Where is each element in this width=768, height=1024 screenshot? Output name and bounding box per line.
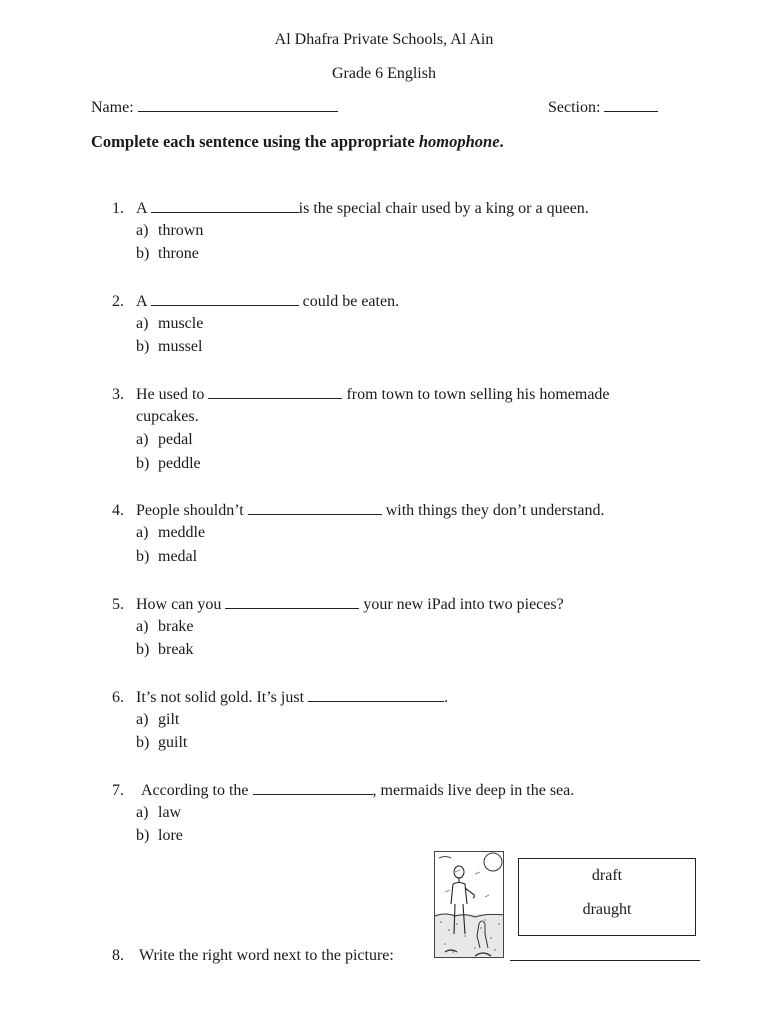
option-label: b) — [136, 641, 150, 658]
option-label: a) — [136, 804, 149, 821]
name-label: Name: — [91, 99, 134, 116]
question-3-continuation: cupcakes. — [136, 408, 199, 425]
option-label: b) — [136, 548, 150, 565]
option-b[interactable] — [136, 733, 187, 753]
question-text-after: , mermaids live deep in the sea. — [372, 782, 575, 799]
question-number: 8. — [112, 947, 124, 964]
instruction-end: . — [499, 132, 504, 151]
name-blank[interactable] — [138, 97, 338, 112]
section-label: Section: — [548, 99, 601, 116]
option-label: b) — [136, 734, 150, 751]
option-a[interactable] — [136, 221, 203, 241]
option-b[interactable] — [136, 454, 201, 474]
instruction-emphasis: homophone — [418, 132, 500, 151]
question-number: 1. — [112, 200, 124, 217]
instructions — [91, 132, 504, 152]
question-5 — [112, 594, 564, 615]
question-8-answer[interactable] — [510, 946, 700, 967]
option-a[interactable] — [136, 803, 181, 823]
name-field[interactable] — [91, 97, 338, 118]
option-a[interactable] — [136, 523, 205, 543]
option-b[interactable] — [136, 826, 183, 846]
question-text-before: It’s not solid gold. It’s just — [136, 689, 309, 706]
option-label: a) — [136, 431, 149, 448]
option-text: peddle — [158, 455, 201, 472]
option-label: a) — [136, 524, 149, 541]
option-a[interactable] — [136, 430, 193, 450]
option-b[interactable] — [136, 244, 199, 264]
question-number: 2. — [112, 293, 124, 310]
option-text: gilt — [158, 711, 180, 728]
answer-blank[interactable] — [151, 291, 299, 306]
question-text-before: A — [136, 293, 151, 310]
question-4 — [112, 500, 605, 521]
option-b[interactable] — [136, 337, 202, 357]
question-text-before: A — [136, 200, 151, 217]
option-label: a) — [136, 315, 149, 332]
question-text-after: is the special chair used by a king or a queen. — [298, 200, 589, 217]
option-text: throne — [158, 245, 199, 262]
subject-title: Grade 6 English — [332, 65, 436, 82]
school-title: Al Dhafra Private Schools, Al Ain — [274, 31, 494, 48]
option-text: break — [158, 641, 194, 658]
question-text-after: from town to town selling his homemade — [342, 386, 610, 403]
question-text-after: with things they don’t understand. — [381, 502, 605, 519]
option-text: law — [158, 804, 182, 821]
word-choice-1: draft — [591, 867, 623, 884]
question-1 — [112, 198, 589, 219]
option-label: b) — [136, 338, 150, 355]
question-text-before: Write the right word next to the picture: — [139, 947, 394, 964]
question-7 — [112, 780, 574, 801]
option-label: a) — [136, 618, 149, 635]
question-text-after: . — [444, 689, 449, 706]
question-text-before: How can you — [136, 596, 226, 613]
answer-blank[interactable] — [225, 594, 359, 609]
question-text-before: According to the — [141, 782, 253, 799]
word-choice-box — [518, 858, 696, 936]
option-a[interactable] — [136, 617, 194, 637]
question-text-after: your new iPad into two pieces? — [359, 596, 564, 613]
word-choice-2: draught — [582, 901, 632, 918]
question-text-before: He used to — [136, 386, 209, 403]
option-text: mussel — [158, 338, 203, 355]
option-b[interactable] — [136, 547, 197, 567]
answer-blank[interactable] — [151, 198, 299, 213]
question-3 — [112, 384, 610, 405]
option-text: muscle — [158, 315, 204, 332]
section-blank[interactable] — [604, 97, 658, 112]
instruction-text: Complete each sentence using the appropriate — [91, 132, 419, 151]
answer-blank[interactable] — [208, 384, 342, 399]
question-6 — [112, 687, 448, 708]
option-text: brake — [158, 618, 194, 635]
option-b[interactable] — [136, 640, 194, 660]
question-number: 4. — [112, 502, 124, 519]
section-field[interactable] — [548, 97, 658, 118]
answer-blank[interactable] — [248, 500, 382, 515]
option-a[interactable] — [136, 314, 203, 334]
question-number: 6. — [112, 689, 124, 706]
option-label: a) — [136, 222, 149, 239]
question-number: 7. — [112, 782, 124, 799]
answer-blank[interactable] — [510, 946, 700, 961]
answer-blank[interactable] — [253, 780, 373, 795]
option-label: b) — [136, 455, 150, 472]
drought-illustration-icon — [434, 851, 504, 958]
option-text: lore — [158, 827, 183, 844]
question-2 — [112, 291, 399, 312]
option-a[interactable] — [136, 710, 179, 730]
option-label: b) — [136, 245, 150, 262]
option-text: medal — [158, 548, 198, 565]
option-label: b) — [136, 827, 150, 844]
question-8 — [112, 946, 394, 966]
option-label: a) — [136, 711, 149, 728]
option-text: pedal — [158, 431, 193, 448]
option-text: meddle — [158, 524, 206, 541]
question-text-after: could be eaten. — [298, 293, 400, 310]
question-text-before: People shouldn’t — [136, 502, 248, 519]
question-number: 5. — [112, 596, 124, 613]
option-text: thrown — [158, 222, 204, 239]
question-number: 3. — [112, 386, 124, 403]
answer-blank[interactable] — [308, 687, 444, 702]
option-text: guilt — [158, 734, 188, 751]
